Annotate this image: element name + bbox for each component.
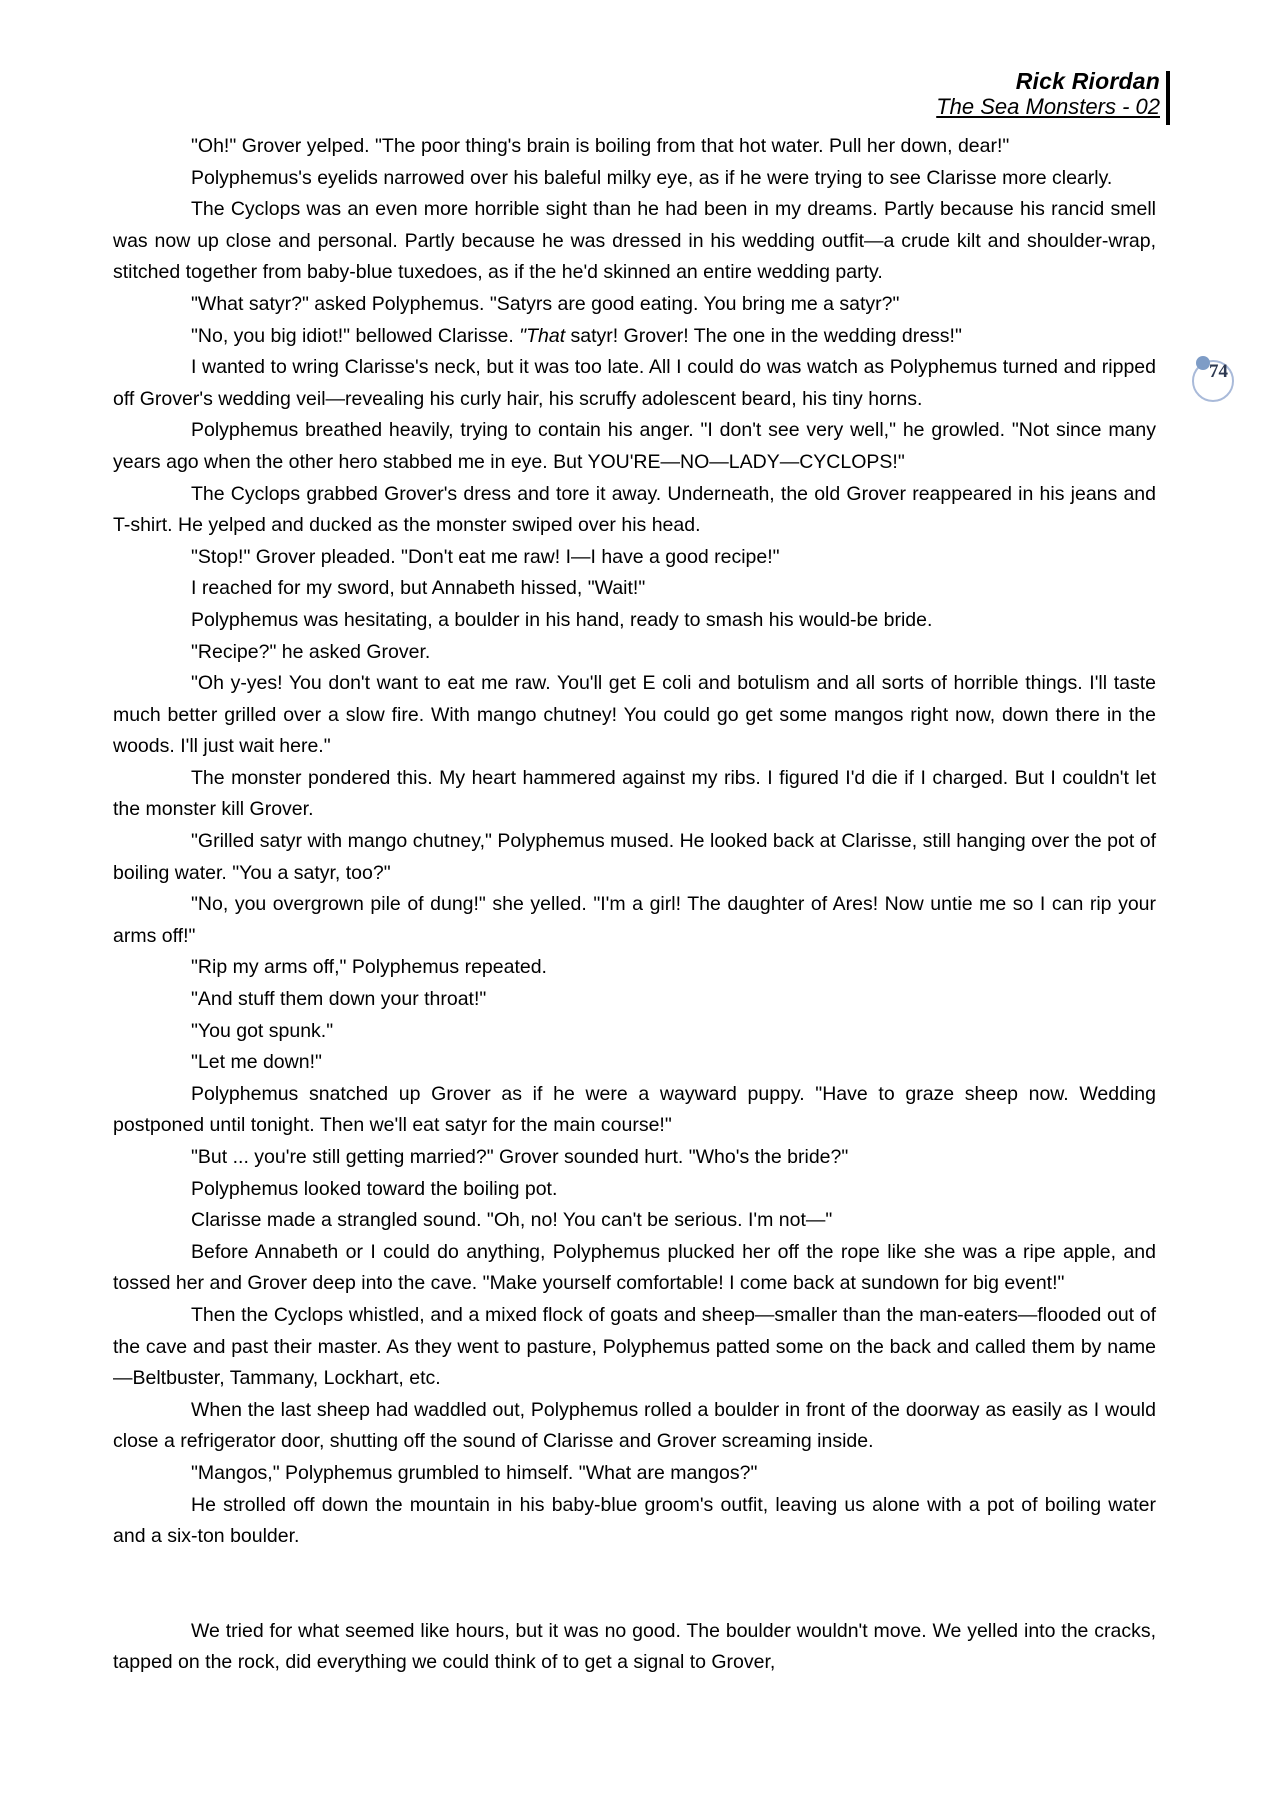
paragraph: When the last sheep had waddled out, Polyphemus rolled a boulder in front of the doorway as easily as I would close a refrigerator door, shutting off the sound of Clarisse and Grover screaming inside. (113, 1398, 1156, 1453)
paragraph: "Stop!" Grover pleaded. "Don't eat me raw! I—I have a good recipe!" (191, 545, 780, 568)
paragraph: "But ... you're still getting married?" Grover sounded hurt. "Who's the bride?" (191, 1146, 849, 1168)
author-name: Rick Riordan (1015, 68, 1160, 94)
paragraph: "Recipe?" he asked Grover. (191, 640, 431, 663)
paragraph: The monster pondered this. My heart hammered against my ribs. I figured I'd die if I charged. But I couldn't let the monster kill Grover. (113, 766, 1156, 821)
paragraph: "You got spunk." (191, 1019, 334, 1042)
paragraph: The Cyclops was an even more horrible sight than he had been in my dreams. Partly because his rancid smell was now up close and personal. Partly because he was dressed in his wedding outfit—a crude kilt and shoulder-wrap, stitched together from baby-blue tuxedoes, as if the he'd skinned an entire wedding party. (113, 198, 1156, 284)
paragraph: Before Annabeth or I could do anything, Polyphemus plucked her off the rope like she was a ripe apple, and tossed her and Grover deep into the cave. "Make yourself comfortable! I come back at sundown for big event!" (113, 1240, 1156, 1295)
paragraph: "Grilled satyr with mango chutney," Polyphemus mused. He looked back at Clarisse, still hanging over the pot of boiling water. "You a satyr, too?" (113, 830, 1156, 884)
paragraph: "No, you overgrown pile of dung!" she yelled. "I'm a girl! The daughter of Ares! Now untie me so I can rip your arms off!" (113, 893, 1156, 947)
paragraph: Clarisse made a strangled sound. "Oh, no! You can't be serious. I'm not—" (191, 1209, 833, 1232)
paragraph: I reached for my sword, but Annabeth hissed, "Wait!" (191, 577, 646, 600)
paragraph: Polyphemus looked toward the boiling pot. (191, 1177, 558, 1200)
header-margin-bar (1166, 71, 1170, 125)
paragraph: "Oh y-yes! You don't want to eat me raw. You'll get E coli and botulism and all sorts of horrible things. I'll taste much better grilled over a slow fire. With mango chutney! You could go get some mangos right now, down there in the woods. I'll just wait here." (113, 672, 1156, 758)
paragraph: The Cyclops grabbed Grover's dress and tore it away. Underneath, the old Grover reappeared in his jeans and T-shirt. He yelped and ducked as the monster swiped over his head. (113, 482, 1156, 537)
paragraph: Polyphemus breathed heavily, trying to contain his anger. "I don't see very well," he growled. "Not since many years ago when the other hero stabbed me in eye. But YOU'RE—NO—LADY—CYCLOPS!" (113, 419, 1156, 473)
paragraph: Polyphemus was hesitating, a boulder in his hand, ready to smash his would-be bride. (191, 608, 933, 631)
paragraph: "Mangos," Polyphemus grumbled to himself. "What are mangos?" (191, 1461, 758, 1484)
paragraph: "What satyr?" asked Polyphemus. "Satyrs are good eating. You bring me a satyr?" (191, 292, 900, 315)
paragraph: Then the Cyclops whistled, and a mixed flock of goats and sheep—smaller than the man-eaters—flooded out of the cave and past their master. As they went to pasture, Polyphemus patted some on the back and called them by name—Beltbuster, Tammany, Lockhart, etc. (113, 1303, 1156, 1390)
body-text (113, 131, 1156, 1679)
paragraph: "And stuff them down your throat!" (191, 988, 487, 1011)
paragraph: He strolled off down the mountain in his baby-blue groom's outfit, leaving us alone with a pot of boiling water and a six-ton boulder. (113, 1493, 1156, 1548)
book-title: The Sea Monsters - 02 (936, 94, 1160, 119)
paragraph: "No, you big idiot!" bellowed Clarisse. "That satyr! Grover! The one in the wedding dress!" (191, 324, 962, 347)
paragraph: Polyphemus's eyelids narrowed over his baleful milky eye, as if he were trying to see Clarisse more clearly. (191, 166, 1113, 189)
paragraph: "Oh!" Grover yelped. "The poor thing's brain is boiling from that hot water. Pull her down, dear!" (191, 135, 1010, 157)
paragraph: "Rip my arms off," Polyphemus repeated. (191, 956, 547, 979)
page-number-label: 74 (1209, 361, 1228, 382)
page-header (936, 69, 1160, 119)
page-number-marker-dot (1196, 356, 1210, 370)
paragraph: Polyphemus snatched up Grover as if he were a wayward puppy. "Have to graze sheep now. Wedding postponed until tonight. Then we'll eat satyr for the main course!" (113, 1082, 1156, 1137)
paragraph: We tried for what seemed like hours, but it was no good. The boulder wouldn't move. We yelled into the cracks, tapped on the rock, did everything we could think of to get a signal to Grover, (113, 1619, 1156, 1674)
paragraph: I wanted to wring Clarisse's neck, but it was too late. All I could do was watch as Polyphemus turned and ripped off Grover's wedding veil—revealing his curly hair, his scruffy adolescent beard, his tiny horns. (113, 356, 1156, 410)
paragraph: "Let me down!" (191, 1051, 322, 1074)
